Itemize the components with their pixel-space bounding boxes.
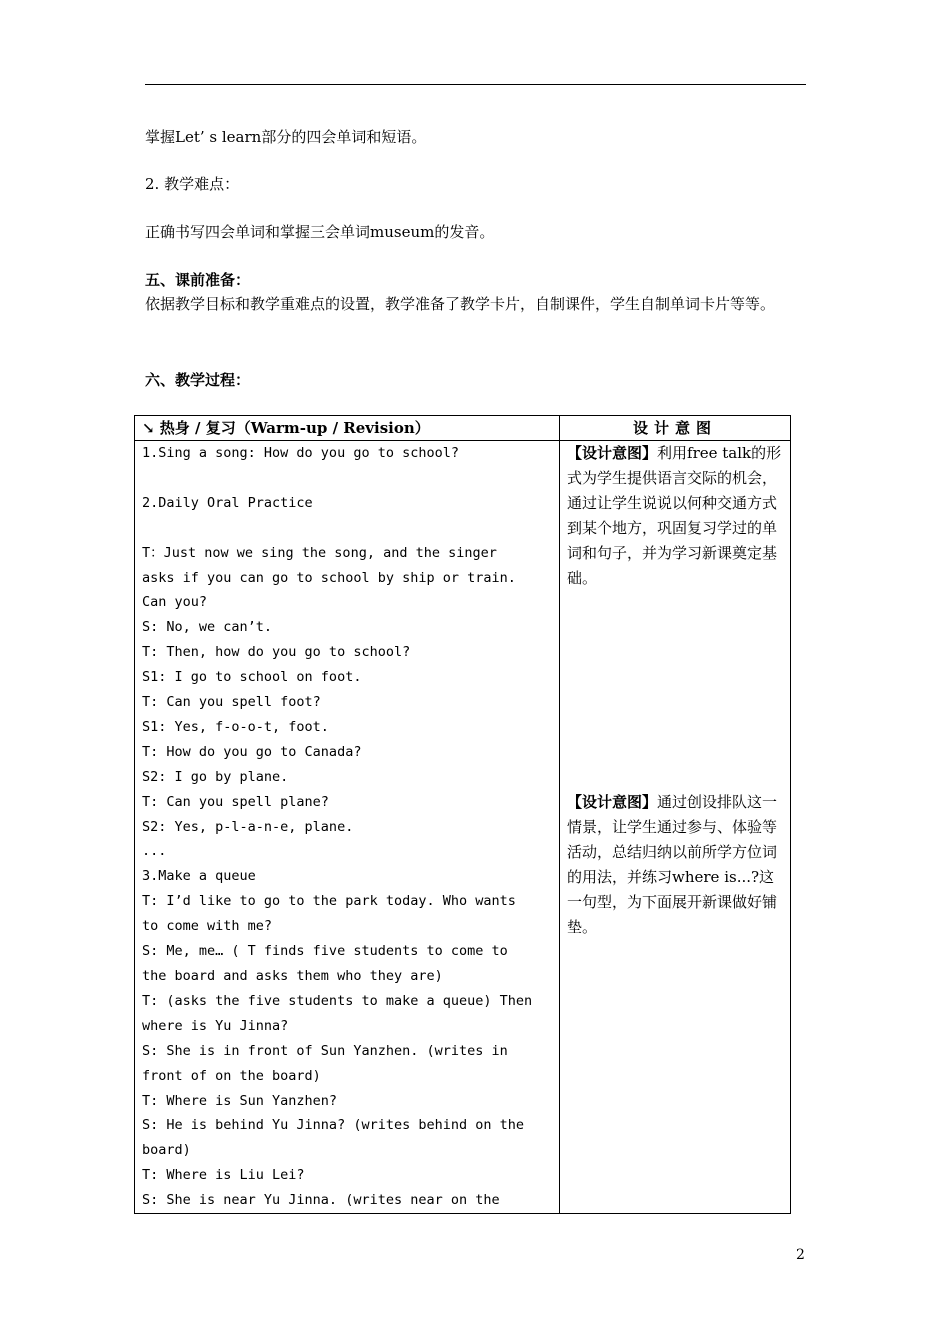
dialogue-line: board) xyxy=(142,1142,191,1159)
lesson-table xyxy=(134,415,791,1214)
dialogue-line: front of on the board) xyxy=(142,1067,321,1084)
intent-gap xyxy=(567,590,783,790)
dialogue-line: 2.Daily Oral Practice xyxy=(142,494,313,511)
dialogue-line: T: (asks the five students to make a queue) Then xyxy=(142,992,533,1009)
intent-text: 通过创设排队这一情景，让学生通过参与、体验等活动，总结归纳以前所学方位词的用法，并练习where is...?这一句型，为下面展开新课做好铺垫。 xyxy=(567,793,778,936)
dialogue-line: to come with me? xyxy=(142,918,273,935)
dialogue-line: T: Where is Sun Yanzhen? xyxy=(142,1092,338,1109)
dialogue-line: 1.Sing a song: How do you go to school? xyxy=(142,445,459,461)
dialogue-line xyxy=(142,466,552,491)
dialogue-line: S: She is near Yu Jinna. (writes near on the xyxy=(142,1192,500,1209)
dialogue-line: S2: I go by plane. xyxy=(142,768,289,785)
intent-text: 利用free talk的形式为学生提供语言交际的机会，通过让学生说说以何种交通方式到某个地方，巩固复习学过的单词和句子，并为学习新课奠定基础。 xyxy=(567,444,782,587)
dialogue-lines xyxy=(142,441,552,1213)
dialogue-line: T: Then, how do you go to school? xyxy=(142,644,411,661)
process-heading: 六、教学过程： xyxy=(145,371,251,389)
objective-paragraph: 掌握Let’ s learn部分的四会单词和短语。 xyxy=(145,128,427,146)
dialogue-line: S1: I go to school on foot. xyxy=(142,669,362,686)
difficulty-paragraph: 正确书写四会单词和掌握三会单词museum的发音。 xyxy=(145,223,495,241)
preparation-paragraph: 依据教学目标和教学重难点的设置，教学准备了教学卡片，自制课件，学生自制单词卡片等等。 xyxy=(145,295,776,313)
dialogue-line: S2: Yes, p-l-a-n-e, plane. xyxy=(142,818,354,835)
dialogue-line: S: She is in front of Sun Yanzhen. (writes in xyxy=(142,1042,508,1059)
dialogue-line: T: I’d like to go to the park today. Who wants xyxy=(142,893,516,910)
dialogue-line: T: How do you go to Canada? xyxy=(142,743,362,760)
table-body-row xyxy=(135,441,791,1214)
design-intent-header: 设计意图 xyxy=(560,416,791,441)
difficulty-heading: 2. 教学难点： xyxy=(145,175,240,193)
intent-cell xyxy=(560,441,791,1214)
dialogue-line: Can you? xyxy=(142,594,208,611)
dialogue-line: 3.Make a queue xyxy=(142,868,256,885)
dialogue-line: T: Can you spell foot? xyxy=(142,694,321,711)
dialogue-line: ... xyxy=(142,843,167,860)
dialogue-line: T：Just now we sing the song, and the singer xyxy=(142,544,497,561)
dialogue-line: S: He is behind Yu Jinna? (writes behind on the xyxy=(142,1117,525,1134)
dialogue-line: T: Where is Liu Lei? xyxy=(142,1167,305,1184)
header-rule xyxy=(145,84,806,85)
page-number: 2 xyxy=(796,1247,805,1263)
dialogue-line: S: Me, me… ( T finds five students to come to xyxy=(142,943,508,960)
table-header-row xyxy=(135,416,791,441)
dialogue-line xyxy=(142,516,552,541)
dialogue-line: asks if you can go to school by ship or train. xyxy=(142,569,516,586)
intent-tag: 【设计意图】 xyxy=(567,793,658,812)
intent-tag: 【设计意图】 xyxy=(567,444,658,462)
warmup-header: ↘ 热身 / 复习（Warm-up / Revision） xyxy=(135,416,560,441)
dialogue-line: S1: Yes, f-o-o-t, foot. xyxy=(142,718,329,735)
dialogue-line: the board and asks them who they are) xyxy=(142,968,443,984)
design-intent-2 xyxy=(567,790,783,939)
dialogue-line: T: Can you spell plane? xyxy=(142,793,329,810)
dialogue-line: S: No, we can’t. xyxy=(142,619,273,636)
dialogue-line: where is Yu Jinna? xyxy=(142,1017,289,1034)
design-intent-1 xyxy=(567,441,783,590)
preparation-heading: 五、课前准备： xyxy=(145,271,251,289)
dialogue-cell xyxy=(135,441,560,1214)
